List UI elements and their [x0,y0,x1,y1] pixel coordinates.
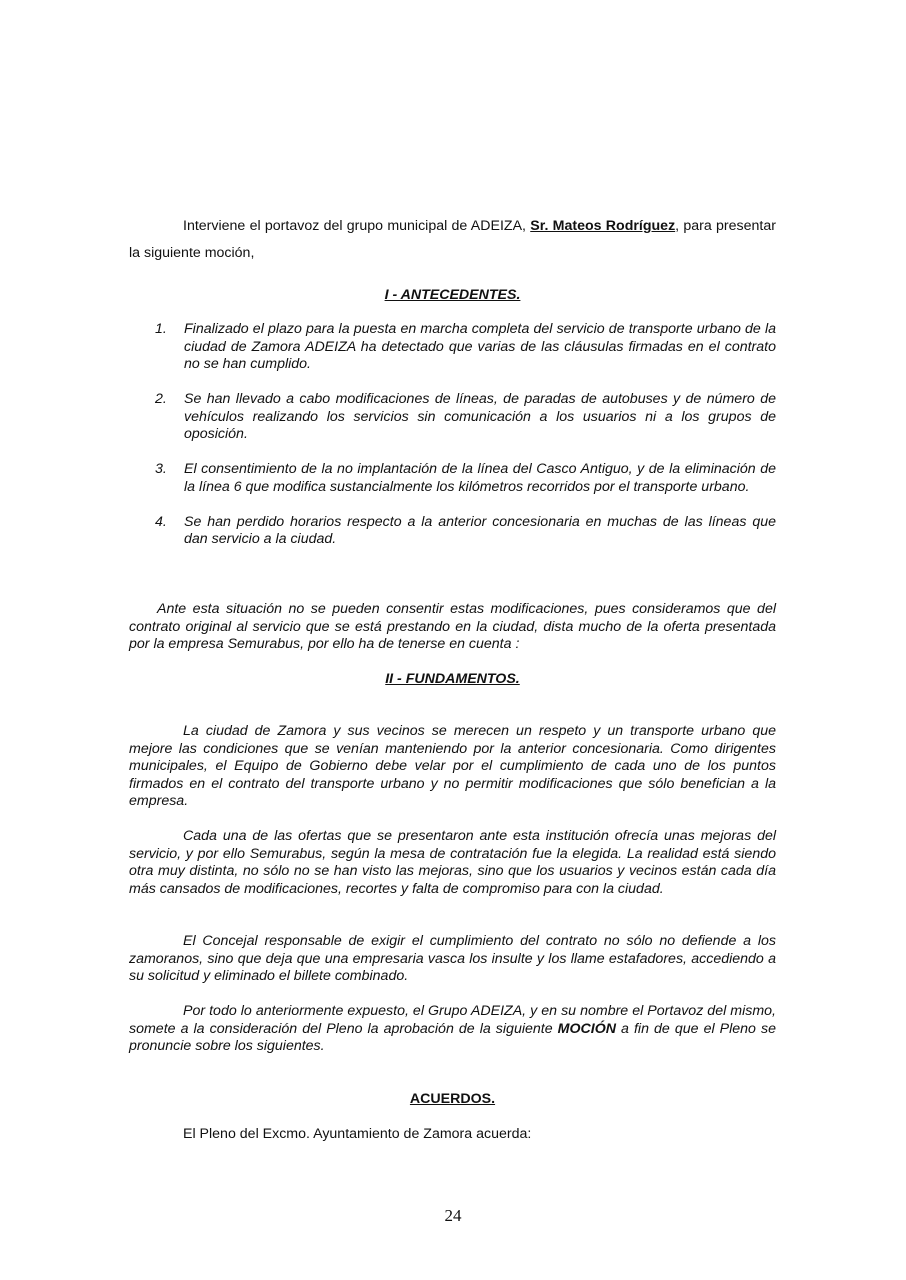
list-item: 1. Finalizado el plazo para la puesta en marcha completa del servicio de transporte urbano de la ciudad de Zamora ADEIZA ha detectado que varias de las cláusulas firmadas en el contrato no se han cumplido. [155,321,776,372]
acuerdos-text: El Pleno del Excmo. Ayuntamiento de Zamora acuerda: [183,1126,532,1142]
fundamentos-paragraph: La ciudad de Zamora y sus vecinos se merecen un respeto y un transporte urbano que mejore las condiciones que se venían manteniendo por la anterior concesionaria. Como dirigentes municipales, el Equipo de Gobierno debe velar por el cumplimiento de cada uno de los puntos firmados en el contrato del transporte urbano y no permitir modificaciones que sólo benefician a la empresa. [129,723,776,809]
fundamentos-final-paragraph: Por todo lo anteriormente expuesto, el Grupo ADEIZA, y en su nombre el Portavoz del mismo, somete a la consideración del Pleno la aprobación de la siguiente MOCIÓN a fin de que el Pleno se pronuncie sobre los siguientes. [129,1003,776,1054]
list-item: 3. El consentimiento de la no implantación de la línea del Casco Antiguo, y de la eliminación de la línea 6 que modifica sustancialmente los kilómetros recorridos por el transporte urbano. [155,461,776,495]
intro-paragraph [129,213,776,267]
fundamentos-paragraph: Cada una de las ofertas que se presentaron ante esta institución ofrecía unas mejoras del servicio, y por ello Semurabus, según la mesa de contratación fue la elegida. La realidad está siendo otra muy distinta, no sólo no se han visto las mejoras, sino que los usuarios y vecinos están cada día más cansados de modificaciones, recortes y falta de compromiso para con la ciudad. [129,828,776,897]
list-item: 4. Se han perdido horarios respecto a la anterior concesionaria en muchas de las líneas que dan servicio a la ciudad. [155,513,776,547]
antecedentes-closing: Ante esta situación no se pueden consentir estas modificaciones, pues consideramos que del contrato original al servicio que se está prestando en la ciudad, dista mucho de la oferta presentada por la empresa Semurabus, por ello ha de tenerse en cuenta : [129,601,776,652]
speaker-name: Sr. Mateos Rodríguez [530,218,676,234]
fundamentos-heading: II - FUNDAMENTOS. [385,671,520,687]
acuerdos-heading: ACUERDOS. [409,1091,496,1107]
page-number: 24 [444,1206,462,1225]
intro-text-end: , para presentar la siguiente moción, [129,218,776,261]
intro-text: Interviene el portavoz del grupo municipal de ADEIZA, [183,218,531,234]
mocion-label: MOCIÓN [557,1020,616,1037]
list-item: 2. Se han llevado a cabo modificaciones de líneas, de paradas de autobuses y de número de vehículos realizando los servicios sin comunicación a los usuarios ni a los grupos de oposición. [155,391,776,442]
antecedentes-heading: I - ANTECEDENTES. [384,287,521,303]
antecedentes-list [155,321,776,566]
fundamentos-paragraph: El Concejal responsable de exigir el cumplimiento del contrato no sólo no defiende a los zamoranos, sino que deja que una empresaria vasca los insulte y los llame estafadores, accediendo a su solicitud y eliminado el billete combinado. [129,933,776,984]
